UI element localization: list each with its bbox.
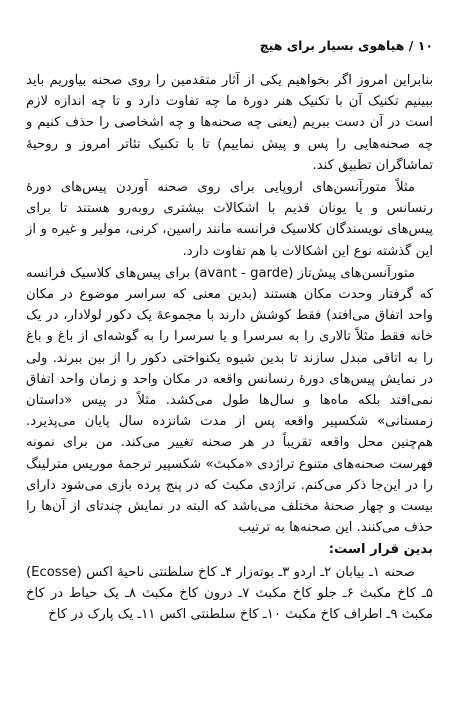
paragraph-1: بنابراین امروز اگر بخواهیم یکی از آثار متقدمین را روی صحنه بیاوریم باید ببینیم تکنیک آن با تکنیک هنر دورهٔ ما چه تفاوت دارد و تا چه اندازه لازم است در آن دست ببریم (یعنی چه صحنه‌ها و چه اشخاصی را حذف کنیم و چه صحنه‌هایی را پس و پیش نماییم) تا با تکنیک تئاتر امروز و روحیهٔ تماشاگران تطبیق کند.: [26, 73, 433, 173]
page-body-text: [26, 70, 433, 626]
paragraph-3: متورآنسن‌های پیش‌تاز (avant - garde) برای پیس‌های کلاسیک فرانسه که گرفتار وحدت مکان هستند (بدین معنی که سراسر موضوع در مکان واحد اتفاق می‌افتد) فقط کوشش دارند با مجموعهٔ یک دکور لولادار، در یک خانه فقط مثلاً تالاری را به سرسرا و یا سرسرا را به گوشه‌ای از باغ و باغ را به اتاقی مبدل سازند تا بدین شیوه یکنواختی دکور را از بین ببرند. ولی در نمایش پیس‌های دورهٔ رنسانس واقعه در مکان واحد و زمان واحد اتفاق نمی‌افتد بلکه ماه‌ها و سال‌ها طول می‌کشد. مثلاً در پیس «داستان زمستانی» شکسپیر واقعه پس از مدت شانزده سال پایان می‌پذیرد. هم‌چنین محل واقعه تقریباً در هر صحنه تغییر می‌کند. من برای نمونه فهرست صحنه‌های متنوع تراژدی «مکبث» شکسپیر ترجمهٔ موریس مترلینگ را در این‌جا ذکر می‌کنم. تراژدی مکبث که در پنج پرده بازی می‌شود دارای بیست و چهار صحنهٔ مختلف می‌باشد که البته در نمایش چندتای از آن‌ها را حذف می‌کنند. این صحنه‌ها به ترتیب: [26, 265, 433, 536]
list-heading: بدین قرار است:: [328, 542, 433, 558]
running-header: ۱۰ / هیاهوی بسیار برای هیچ: [259, 38, 433, 53]
scene-list: صحنه ۱ـ بیابان ۲ـ اردو ۳ـ بوته‌زار ۴ـ کاخ سلطنتی ناحیهٔ اکس (Ecosse) ۵ـ کاخ مکبث ۶ـ جلو کاخ مکبث ۷ـ درون کاخ مکبث ۸ـ یک حیاط در کاخ مکبث ۹ـ اطراف کاخ مکبث ۱۰ـ کاخ سلطنتی اکس ۱۱ـ یک پارک در کاخ: [26, 564, 433, 623]
paragraph-2: مثلاً متورآنسن‌های اروپایی برای روی صحنه آوردن پیس‌های دورهٔ رنسانس و یا یونان قدیم با اشکالات بیشتری روبه‌رو هستند تا برای پیس‌های نویسندگان کلاسیک فرانسه مانند راسین، کرنی، مولیر و غیره و از این گذشته نوع این اشکالات با هم تفاوت دارد.: [26, 180, 433, 259]
